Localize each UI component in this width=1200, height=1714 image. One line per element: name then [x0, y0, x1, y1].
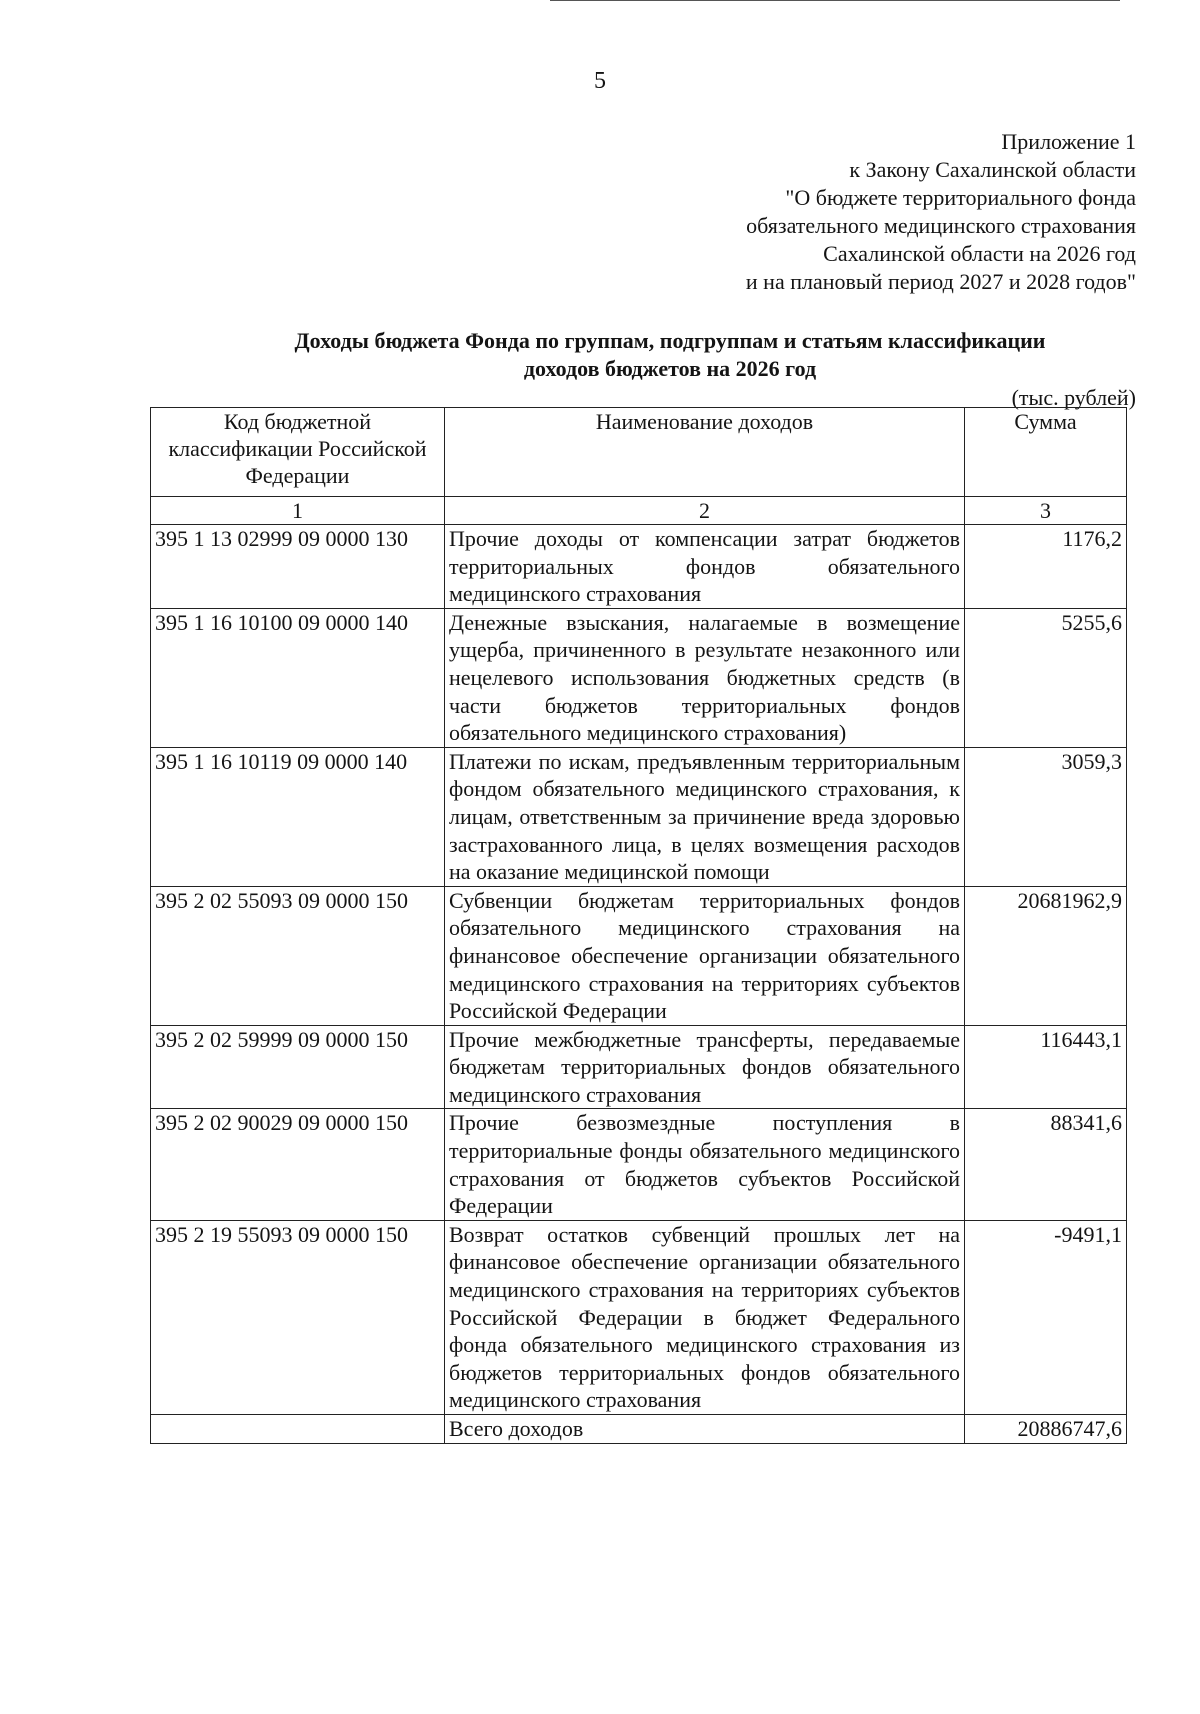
row-code: 395 1 16 10100 09 0000 140 [151, 608, 445, 747]
row-sum: 88341,6 [965, 1109, 1127, 1220]
row-sum: 3059,3 [965, 747, 1127, 886]
table-header-row [151, 408, 1127, 497]
row-sum: 116443,1 [965, 1025, 1127, 1109]
table-row [151, 886, 1127, 1025]
row-name: Прочие доходы от компенсации затрат бюджетов территориальных фондов обязательного медицинского страхования [445, 525, 965, 609]
table-row [151, 608, 1127, 747]
total-code [151, 1415, 445, 1444]
total-label: Всего доходов [445, 1415, 965, 1444]
document-title [150, 327, 1190, 383]
row-name: Платежи по искам, предъявленным территориальным фондом обязательного медицинского страхования, к лицам, ответственным за причинение вреда здоровью застрахованного лица, в целях возмещения расходов на оказание медицинской помощи [445, 747, 965, 886]
column-number: 1 [151, 497, 445, 525]
total-row [151, 1415, 1127, 1444]
document-title-line: доходов бюджетов на 2026 год [523, 356, 817, 381]
appendix-line: к Закону Сахалинской области [849, 157, 1136, 182]
row-code: 395 2 02 90029 09 0000 150 [151, 1109, 445, 1220]
row-code: 395 2 19 55093 09 0000 150 [151, 1220, 445, 1414]
total-sum: 20886747,6 [965, 1415, 1127, 1444]
table-row [151, 1025, 1127, 1109]
column-number-row [151, 497, 1127, 525]
row-name: Субвенции бюджетам территориальных фондов обязательного медицинского страхования на финансовое обеспечение организации обязательного медицинского страхования на территориях субъектов Российской Федерации [445, 886, 965, 1025]
row-sum: 1176,2 [965, 525, 1127, 609]
header-name: Наименование доходов [445, 408, 965, 497]
header-sum: Сумма [965, 408, 1127, 497]
row-code: 395 1 16 10119 09 0000 140 [151, 747, 445, 886]
appendix-line: и на плановый период 2027 и 2028 годов" [745, 269, 1136, 294]
document-title-line: Доходы бюджета Фонда по группам, подгруппам и статьям классификации [294, 328, 1046, 353]
row-code: 395 2 02 55093 09 0000 150 [151, 886, 445, 1025]
table-row [151, 1109, 1127, 1220]
row-sum: 5255,6 [965, 608, 1127, 747]
row-name: Прочие безвозмездные поступления в территориальные фонды обязательного медицинского страхования от бюджетов субъектов Российской Федерации [445, 1109, 965, 1220]
appendix-line: обязательного медицинского страхования [746, 213, 1136, 238]
row-name: Денежные взыскания, налагаемые в возмещение ущерба, причиненного в результате незаконного или нецелевого использования бюджетных средств (в части бюджетов территориальных фондов обязательного медицинского страхования) [445, 608, 965, 747]
column-number: 2 [445, 497, 965, 525]
appendix-block [436, 128, 1136, 296]
appendix-line: Сахалинской области на 2026 год [823, 241, 1136, 266]
row-code: 395 1 13 02999 09 0000 130 [151, 525, 445, 609]
row-name: Возврат остатков субвенций прошлых лет на финансовое обеспечение организации обязательного медицинского страхования на территориях субъектов Российской Федерации в бюджет Федерального фонда обязательного медицинского страхования из бюджетов территориальных фондов обязательного медицинского страхования [445, 1220, 965, 1414]
column-number: 3 [965, 497, 1127, 525]
table-row [151, 525, 1127, 609]
top-rule [550, 0, 1120, 1]
page-number: 5 [594, 68, 606, 94]
appendix-line: "О бюджете территориального фонда [785, 185, 1136, 210]
income-table [150, 407, 1127, 1444]
appendix-line: Приложение 1 [1001, 129, 1136, 154]
units-label: (тыс. рублей) [1011, 385, 1136, 410]
row-sum: 20681962,9 [965, 886, 1127, 1025]
table-row [151, 1220, 1127, 1414]
header-code: Код бюджетной классификации Российской Федерации [151, 408, 445, 497]
row-sum: -9491,1 [965, 1220, 1127, 1414]
row-name: Прочие межбюджетные трансферты, передаваемые бюджетам территориальных фондов обязательного медицинского страхования [445, 1025, 965, 1109]
table-row [151, 747, 1127, 886]
row-code: 395 2 02 59999 09 0000 150 [151, 1025, 445, 1109]
